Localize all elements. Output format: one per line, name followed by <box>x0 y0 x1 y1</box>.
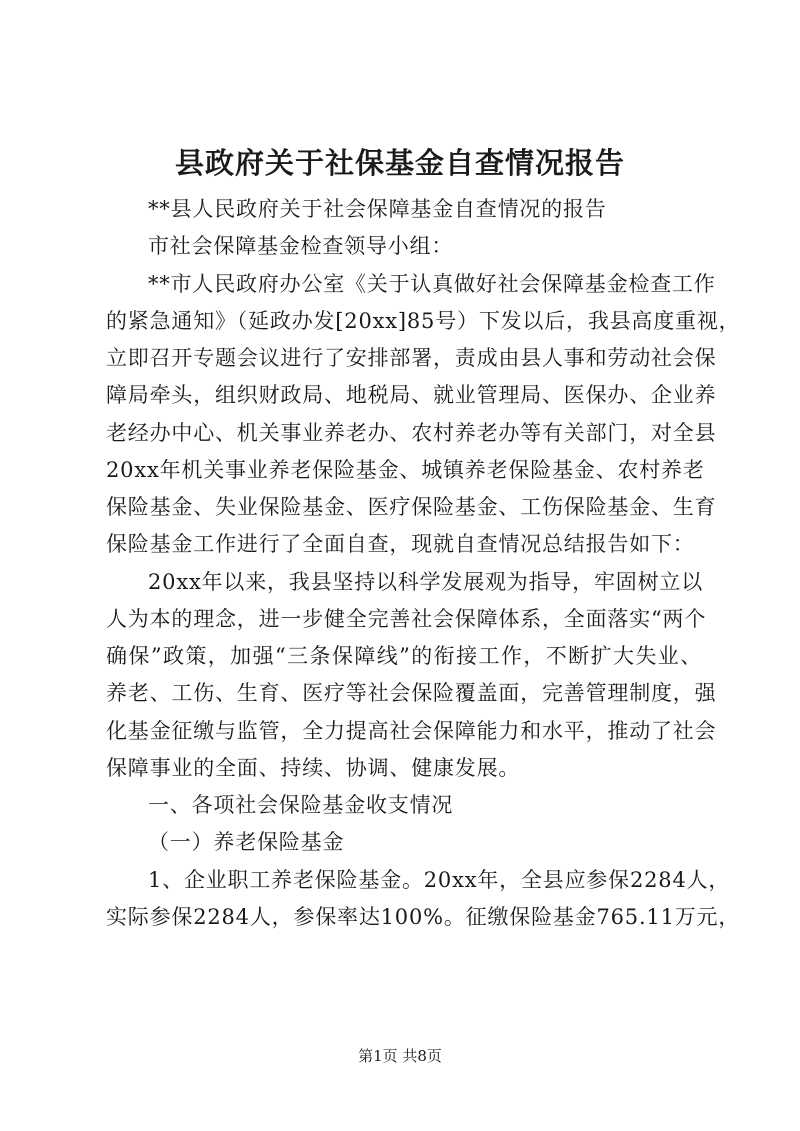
paragraph-line: 的紧急通知》（延政办发[20xx]85号）下发以后，我县高度重视， <box>106 309 741 333</box>
paragraph-line: 20xx年以来，我县坚持以科学发展观为指导，牢固树立以 <box>148 570 704 594</box>
paragraph-line: 人为本的理念，进一步健全完善社会保障体系，全面落实“两个 <box>106 607 707 631</box>
paragraph-line: 立即召开专题会议进行了安排部署，责成由县人事和劳动社会保 <box>106 346 717 370</box>
paragraph-line: 养老、工伤、生育、医疗等社会保险覆盖面，完善管理制度，强 <box>106 681 717 705</box>
paragraph-line: 1、企业职工养老保险基金。20xx年，全县应参保2284人， <box>148 868 731 892</box>
addressee-line: 市社会保障基金检查领导小组： <box>148 234 454 258</box>
paragraph-line: 老经办中心、机关事业养老办、农村养老办等有关部门，对全县 <box>106 421 717 445</box>
paragraph-line: 障局牵头，组织财政局、地税局、就业管理局、医保办、企业养 <box>106 383 717 407</box>
subsection-heading: （一）养老保险基金 <box>148 830 345 854</box>
paragraph-line: 保险基金工作进行了全面自查，现就自查情况总结报告如下： <box>106 532 695 556</box>
paragraph-line: 实际参保2284人，参保率达100%。征缴保险基金765.11万元， <box>106 905 741 929</box>
paragraph-line: 20xx年机关事业养老保险基金、城镇养老保险基金、农村养老 <box>106 458 705 482</box>
page-number: 第1页 共8页 <box>358 1047 442 1065</box>
paragraph-line: 保险基金、失业保险基金、医疗保险基金、工伤保险基金、生育 <box>106 495 717 519</box>
document-title: 县政府关于社保基金自查情况报告 <box>174 146 625 180</box>
paragraph-line: **市人民政府办公室《关于认真做好社会保障基金检查工作 <box>148 272 716 296</box>
section-heading: 一、各项社会保险基金收支情况 <box>148 793 454 817</box>
report-heading-line: **县人民政府关于社会保障基金自查情况的报告 <box>148 197 607 221</box>
paragraph-line: 化基金征缴与监管，全力提高社会保障能力和水平，推动了社会 <box>106 719 717 743</box>
paragraph-line: 保障事业的全面、持续、协调、健康发展。 <box>106 756 521 780</box>
paragraph-line: 确保”政策，加强“三条保障线”的衔接工作，不断扩大失业、 <box>106 644 702 668</box>
